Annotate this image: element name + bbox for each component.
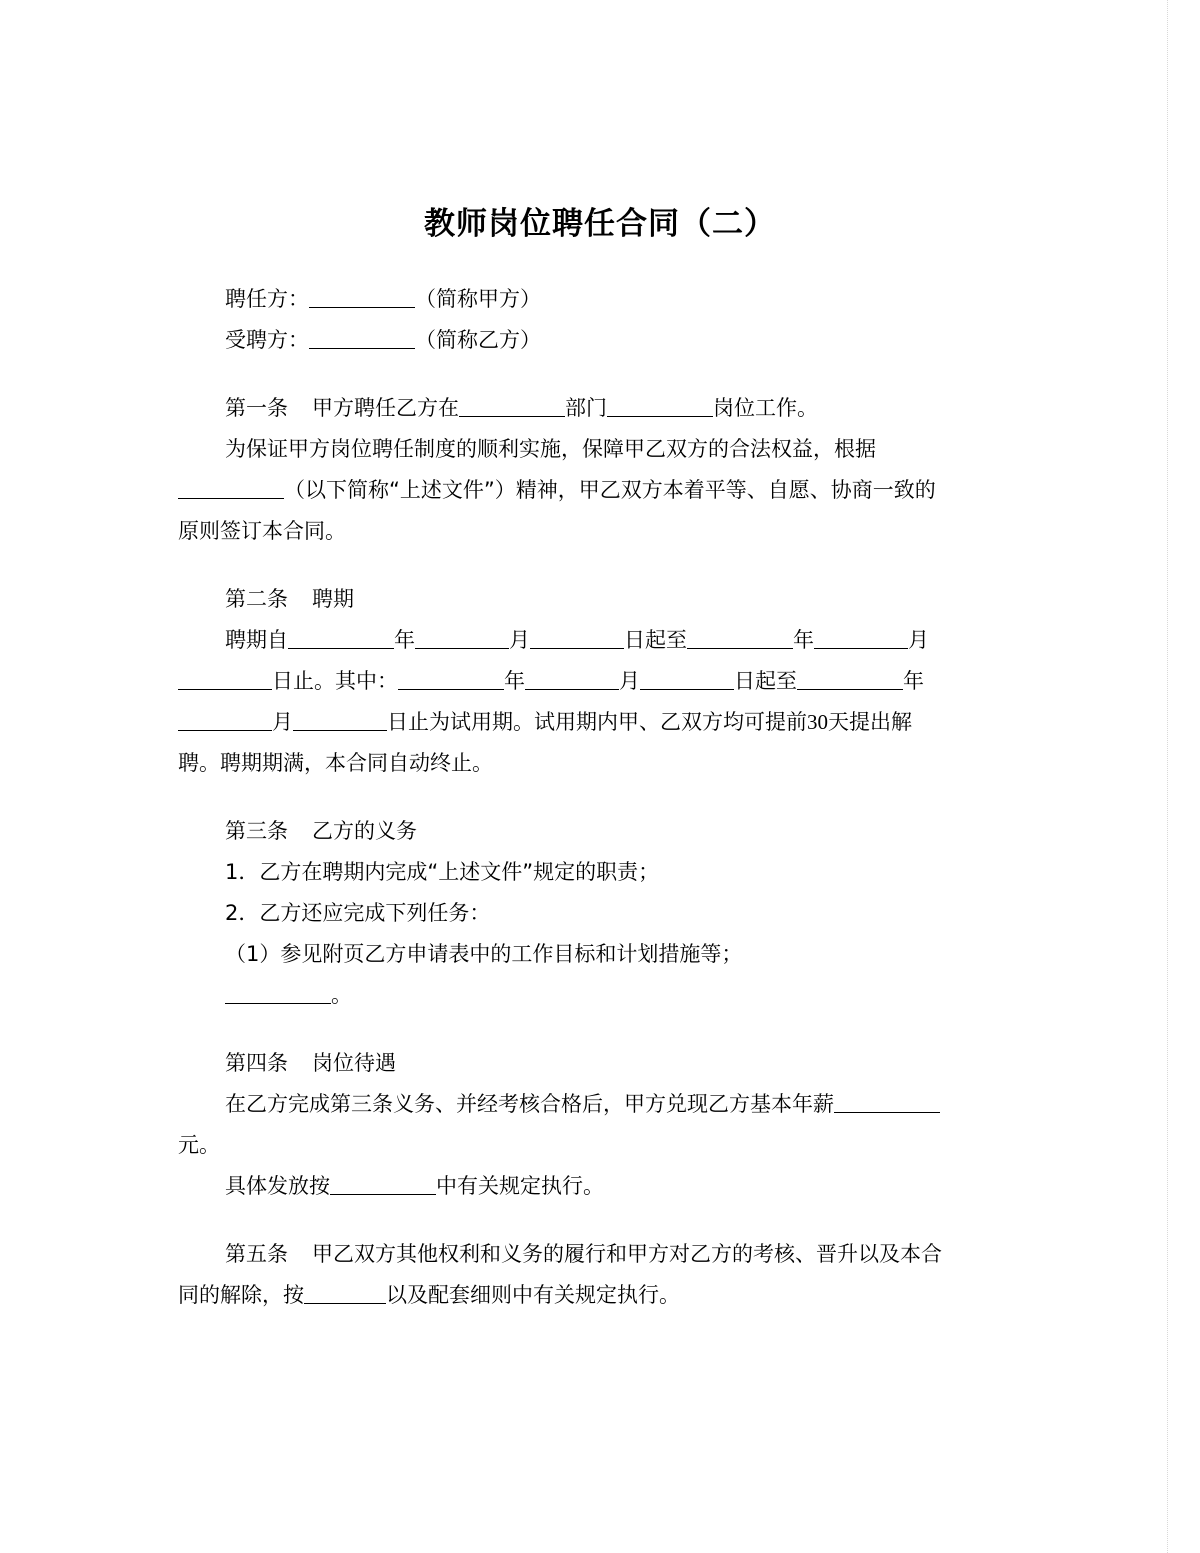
article4-heading bbox=[178, 1043, 1028, 1084]
article4-line2: 元。 bbox=[178, 1133, 220, 1157]
article3-item1: 1．乙方在聘期内完成“上述文件”规定的职责； bbox=[225, 860, 660, 884]
article2-line2 bbox=[178, 661, 1028, 702]
article4-title: 岗位待遇 bbox=[312, 1051, 396, 1075]
article1-text-b: 部门 bbox=[565, 396, 607, 420]
employer-label: 聘任方： bbox=[225, 287, 309, 311]
trial-start-year-blank[interactable] bbox=[398, 665, 504, 690]
article4-head: 第四条 bbox=[225, 1051, 288, 1075]
trial-end-label: 日止为试用期。试用期内甲、乙双方均可提前 bbox=[387, 710, 807, 734]
end-day-blank[interactable] bbox=[178, 665, 272, 690]
end-year-blank[interactable] bbox=[687, 624, 793, 649]
article3-item-blank-line bbox=[178, 975, 1028, 1016]
article1-para-text: （以下简称“上述文件”）精神，甲乙双方本着平等、自愿、协商一致的 bbox=[284, 478, 936, 502]
article4-line1 bbox=[178, 1084, 1028, 1125]
position-blank[interactable] bbox=[607, 392, 713, 417]
article2-line1 bbox=[178, 620, 1028, 661]
article2-line3 bbox=[178, 702, 1028, 743]
term-from-label: 聘期自 bbox=[225, 628, 288, 652]
article4-p2-a: 具体发放按 bbox=[225, 1174, 330, 1198]
employee-line bbox=[178, 320, 1028, 361]
article3-heading bbox=[178, 811, 1028, 852]
day-from-label: 日起至 bbox=[734, 669, 797, 693]
start-month-blank[interactable] bbox=[415, 624, 509, 649]
contract-body bbox=[178, 279, 1028, 1316]
article2-heading bbox=[178, 579, 1028, 620]
article2-head: 第二条 bbox=[225, 587, 288, 611]
month-label: 月 bbox=[272, 710, 293, 734]
day-from-label: 日起至 bbox=[624, 628, 687, 652]
trial-end-day-blank[interactable] bbox=[293, 706, 387, 731]
extra-task-blank[interactable] bbox=[225, 979, 331, 1004]
year-label: 年 bbox=[903, 669, 924, 693]
annual-salary-blank[interactable] bbox=[834, 1088, 940, 1113]
day-end-label: 日止。其中： bbox=[272, 669, 398, 693]
article5-line1 bbox=[178, 1234, 1028, 1275]
article5-p2-a: 同的解除，按 bbox=[178, 1283, 304, 1307]
trial-start-day-blank[interactable] bbox=[640, 665, 734, 690]
start-year-blank[interactable] bbox=[288, 624, 394, 649]
month-label: 月 bbox=[509, 628, 530, 652]
article4-line3 bbox=[178, 1166, 1028, 1207]
document-title: 教师岗位聘任合同（二） bbox=[424, 206, 776, 242]
article5-head: 第五条 bbox=[225, 1242, 288, 1266]
payment-rule-blank[interactable] bbox=[330, 1170, 436, 1195]
article5-line2 bbox=[178, 1275, 1028, 1316]
trial-end-month-blank[interactable] bbox=[178, 706, 272, 731]
year-label: 年 bbox=[394, 628, 415, 652]
article1-para-line3: 原则签订本合同。 bbox=[178, 519, 346, 543]
year-label: 年 bbox=[504, 669, 525, 693]
article5-text: 甲乙双方其他权利和义务的履行和甲方对乙方的考核、晋升以及本合 bbox=[312, 1242, 942, 1266]
article1-head: 第一条 bbox=[225, 396, 288, 420]
article2-line4: 聘。聘期期满，本合同自动终止。 bbox=[178, 751, 493, 775]
department-blank[interactable] bbox=[459, 392, 565, 417]
notice-days-number: 30 bbox=[807, 710, 828, 734]
year-label: 年 bbox=[793, 628, 814, 652]
month-label: 月 bbox=[619, 669, 640, 693]
article1-para-line1: 为保证甲方岗位聘任制度的顺利实施，保障甲乙双方的合法权益，根据 bbox=[225, 437, 876, 461]
article2-title: 聘期 bbox=[312, 587, 354, 611]
month-label: 月 bbox=[908, 628, 929, 652]
trial-end-year-blank[interactable] bbox=[797, 665, 903, 690]
article3-item-end: 。 bbox=[331, 983, 352, 1007]
article3-item2: 2．乙方还应完成下列任务： bbox=[225, 901, 491, 925]
employee-suffix: （简称乙方） bbox=[415, 328, 541, 352]
basis-document-blank[interactable] bbox=[178, 474, 284, 499]
employer-blank[interactable] bbox=[309, 283, 415, 308]
employee-blank[interactable] bbox=[309, 324, 415, 349]
article3-head: 第三条 bbox=[225, 819, 288, 843]
article3-title: 乙方的义务 bbox=[312, 819, 417, 843]
end-month-blank[interactable] bbox=[814, 624, 908, 649]
article1-para-line2 bbox=[178, 470, 1028, 511]
article1-text-a: 甲方聘任乙方在 bbox=[312, 396, 459, 420]
article4-text: 在乙方完成第三条义务、并经考核合格后，甲方兑现乙方基本年薪 bbox=[225, 1092, 834, 1116]
employer-line bbox=[178, 279, 1028, 320]
notice-days-tail: 天提出解 bbox=[828, 710, 912, 734]
start-day-blank[interactable] bbox=[530, 624, 624, 649]
employer-suffix: （简称甲方） bbox=[415, 287, 541, 311]
article1-text-c: 岗位工作。 bbox=[713, 396, 818, 420]
trial-start-month-blank[interactable] bbox=[525, 665, 619, 690]
article4-p2-b: 中有关规定执行。 bbox=[436, 1174, 604, 1198]
article3-item2-1: （1）参见附页乙方申请表中的工作目标和计划措施等； bbox=[225, 942, 743, 966]
article5-p2-b: 以及配套细则中有关规定执行。 bbox=[386, 1283, 680, 1307]
article1-line1 bbox=[178, 388, 1028, 429]
employee-label: 受聘方： bbox=[225, 328, 309, 352]
regulation-blank[interactable] bbox=[304, 1279, 386, 1304]
